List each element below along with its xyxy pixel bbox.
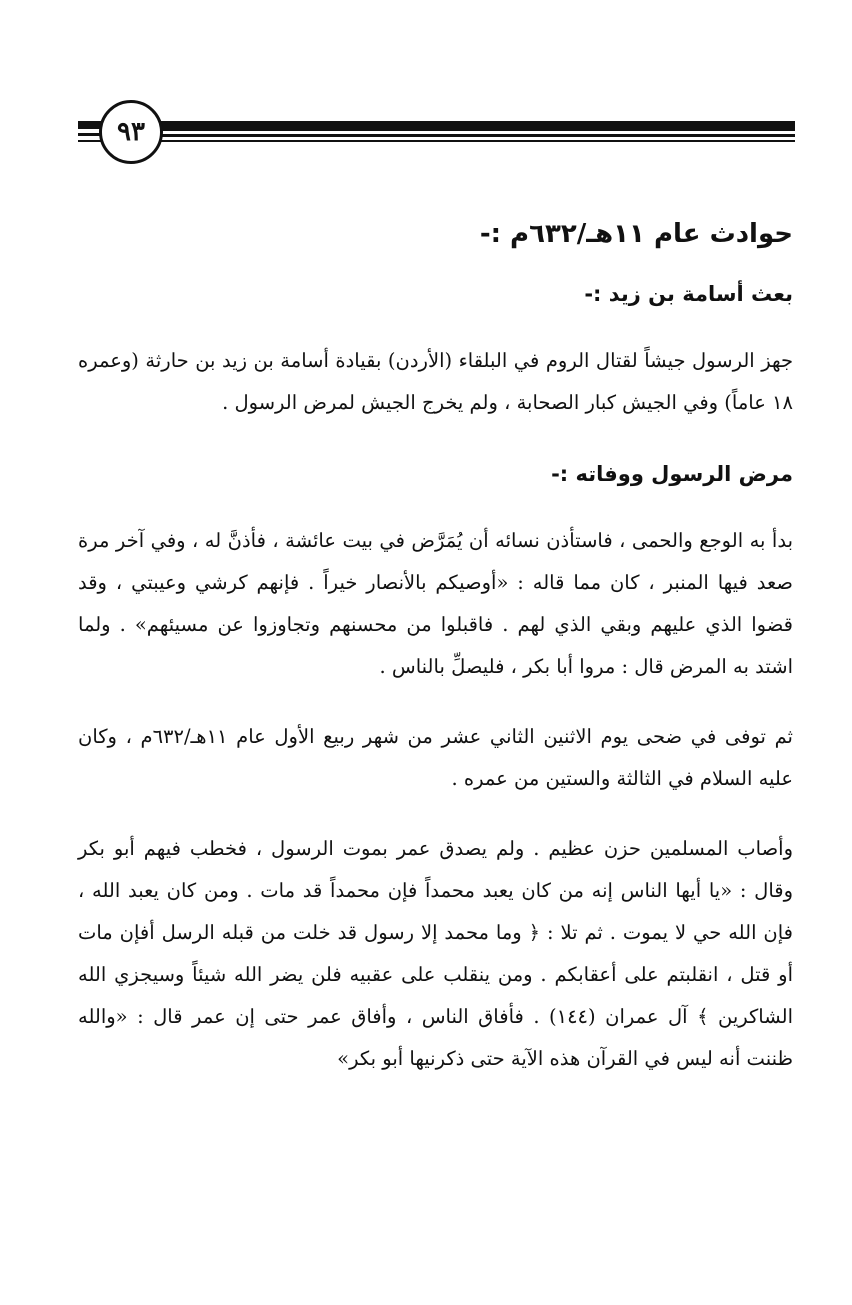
header-rule-thinnest bbox=[150, 140, 795, 142]
page-header bbox=[0, 0, 852, 200]
section-title-illness: مرض الرسول ووفاته :- bbox=[551, 462, 793, 486]
page-heading: حوادث عام ١١هـ/٦٣٢م :- bbox=[479, 219, 793, 249]
page-body bbox=[78, 200, 793, 1080]
section-title-usama: بعث أسامة بن زيد :- bbox=[584, 282, 793, 306]
paragraph-illness-1: بدأ به الوجع والحمى ، فاستأذن نسائه أن يُمَرَّض في بيت عائشة ، فأذنَّ له ، وفي آخر مرة صعد فيها المنبر ، كان مما قاله : «أوصيكم بالأنصار خيراً . فإنهم كرشي وعيبتي ، وقد قضوا الذي عليهم وبقي الذي لهم . فاقبلوا من محسنهم وتجاوزوا عن مسيئهم» . ولما اشتد به المرض قال : مروا أبا بكر ، فليصلِّ بالناس . bbox=[78, 529, 793, 678]
header-rule-thick bbox=[150, 121, 795, 131]
page-number: ٩٣ bbox=[117, 117, 145, 147]
paragraph-usama: جهز الرسول جيشاً لقتال الروم في البلقاء (الأردن) بقيادة أسامة بن زيد بن حارثة (وعمره ١٨ عاماً) وفي الجيش كبار الصحابة ، ولم يخرج الجيش لمرض الرسول . bbox=[78, 349, 793, 414]
page-number-badge bbox=[99, 100, 163, 164]
paragraph-illness-3: وأصاب المسلمين حزن عظيم . ولم يصدق عمر بموت الرسول ، فخطب فيهم أبو بكر وقال : «يا أيها الناس إنه من كان يعبد محمداً فإن محمداً قد مات . ومن كان يعبد الله ، فإن الله حي لا يموت . ثم تلا : ﴿ وما محمد إلا رسول قد خلت من قبله الرسل أفإن مات أو قتل ، انقلبتم على أعقابكم . ومن ينقلب على عقبيه فلن يضر الله شيئاً وسيجزي الله الشاكرين ﴾ آل عمران (١٤٤) . فأفاق الناس ، وأفاق عمر حتى إن عمر قال : «والله ظننت أنه ليس في القرآن هذه الآية حتى ذكرنيها أبو بكر» bbox=[78, 837, 793, 1070]
header-rule-thin bbox=[150, 134, 795, 137]
paragraph-illness-2: ثم توفى في ضحى يوم الاثنين الثاني عشر من شهر ربيع الأول عام ١١هـ/٦٣٢م ، وكان عليه السلام في الثالثة والستين من عمره . bbox=[78, 725, 793, 790]
